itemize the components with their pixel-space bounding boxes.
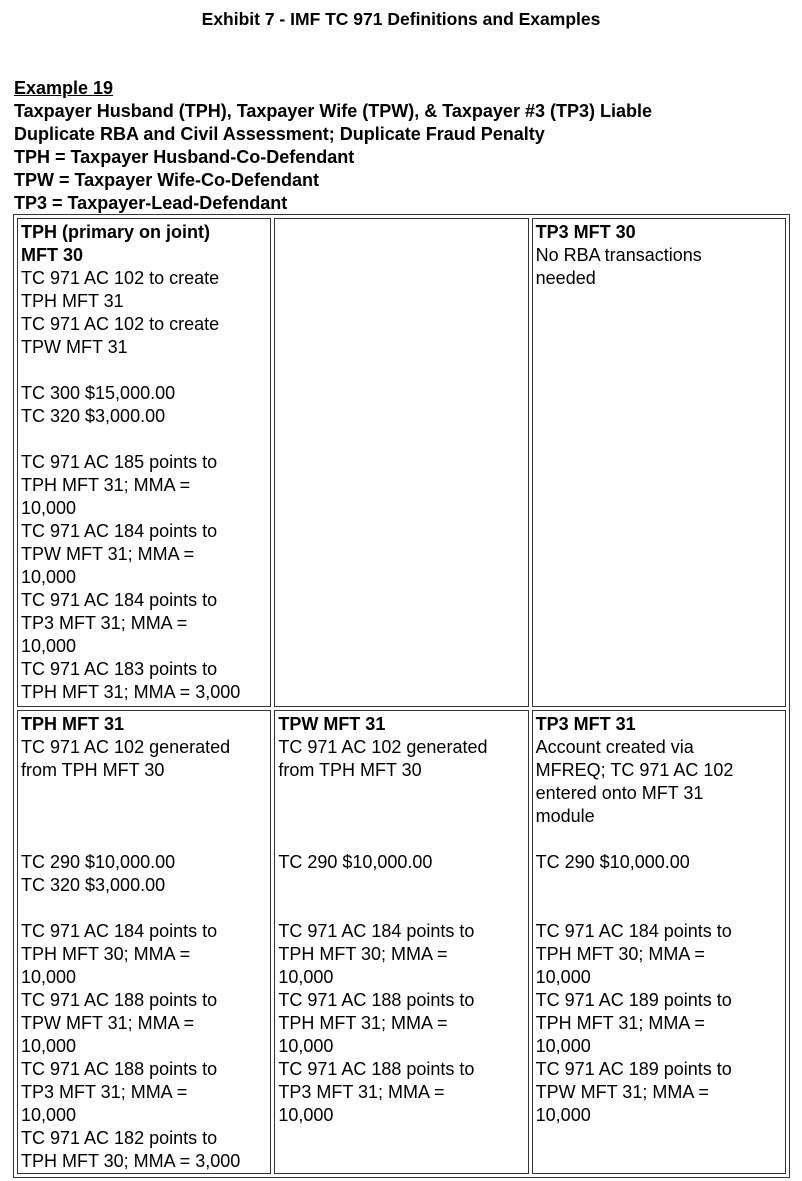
cell-line: TPH MFT 30; MMA = bbox=[21, 944, 191, 964]
cell-line: TC 971 AC 102 to create bbox=[21, 314, 220, 334]
cell-line: TC 300 $15,000.00 bbox=[21, 383, 176, 403]
cell-line bbox=[278, 897, 524, 920]
table-cell bbox=[274, 710, 528, 1174]
cell-line bbox=[536, 874, 782, 897]
cell-line: TC 971 AC 188 points to bbox=[21, 1059, 218, 1079]
example-number: Example 19 bbox=[14, 78, 114, 98]
cell-line: TPH MFT 30; MMA = 3,000 bbox=[21, 1151, 241, 1171]
cell-line: 10,000 bbox=[21, 1036, 77, 1056]
cell-line: TPH MFT 31; MMA = bbox=[278, 1013, 448, 1033]
table-row bbox=[17, 710, 786, 1174]
cell-line: 10,000 bbox=[535, 1036, 591, 1056]
cell-line: TPW MFT 31; MMA = bbox=[535, 1082, 709, 1102]
cell-line: TC 290 $10,000.00 bbox=[278, 852, 433, 872]
cell-line: TPW MFT 31 bbox=[21, 337, 128, 357]
cell-line: TC 971 AC 102 generated bbox=[278, 737, 488, 757]
heading-line: Taxpayer Husband (TPH), Taxpayer Wife (TPW), & Taxpayer #3 (TP3) Liable bbox=[14, 101, 652, 121]
cell-line: 10,000 bbox=[21, 1105, 77, 1125]
cell-line: TC 320 $3,000.00 bbox=[21, 406, 166, 426]
cell-line bbox=[536, 828, 782, 851]
cell-line: No RBA transactions bbox=[535, 245, 702, 265]
cell-line: TC 971 AC 102 generated bbox=[21, 737, 231, 757]
cell-heading: TPH MFT 31 bbox=[21, 714, 125, 734]
cell-line bbox=[21, 805, 267, 828]
cell-line: TC 320 $3,000.00 bbox=[21, 875, 166, 895]
cell-line: TPH MFT 31; MMA = bbox=[21, 475, 191, 495]
cell-line: 10,000 bbox=[21, 967, 77, 987]
cell-line: TC 971 AC 184 points to bbox=[535, 921, 732, 941]
cell-line: 10,000 bbox=[21, 498, 77, 518]
table-cell bbox=[532, 218, 786, 707]
cell-line: MFREQ; TC 971 AC 102 bbox=[535, 760, 734, 780]
cell-line bbox=[278, 805, 524, 828]
cell-line: 10,000 bbox=[21, 636, 77, 656]
table-cell bbox=[17, 710, 271, 1174]
cell-line: TP3 MFT 31; MMA = bbox=[21, 1082, 188, 1102]
cell-line: TPH MFT 30; MMA = bbox=[278, 944, 448, 964]
cell-line: entered onto MFT 31 bbox=[535, 783, 704, 803]
cell-heading: TPH (primary on joint) bbox=[21, 222, 210, 242]
cell-line: TC 971 AC 183 points to bbox=[21, 659, 218, 679]
cell-line: TPH MFT 31; MMA = 3,000 bbox=[21, 682, 241, 702]
heading-line: TPW = Taxpayer Wife-Co-Defendant bbox=[14, 170, 320, 190]
cell-line bbox=[278, 782, 524, 805]
page-title: Exhibit 7 - IMF TC 971 Definitions and Examples bbox=[201, 9, 601, 29]
example-heading bbox=[14, 77, 652, 215]
table-cell bbox=[274, 218, 528, 707]
cell-line: TC 971 AC 102 to create bbox=[21, 268, 220, 288]
cell-line: TC 971 AC 184 points to bbox=[278, 921, 475, 941]
cell-line: TPH MFT 31; MMA = bbox=[535, 1013, 705, 1033]
cell-line bbox=[536, 897, 782, 920]
cell-line: TC 971 AC 189 points to bbox=[535, 1059, 732, 1079]
cell-line: TC 971 AC 188 points to bbox=[278, 1059, 475, 1079]
cell-line: Account created via bbox=[535, 737, 694, 757]
cell-line: module bbox=[535, 806, 595, 826]
cell-line: 10,000 bbox=[21, 567, 77, 587]
cell-line: 10,000 bbox=[278, 967, 334, 987]
table-cell bbox=[532, 710, 786, 1174]
cell-line: TPH MFT 31 bbox=[21, 291, 124, 311]
table-cell bbox=[17, 218, 271, 707]
cell-line: TPW MFT 31; MMA = bbox=[21, 544, 195, 564]
heading-line: TP3 = Taxpayer-Lead-Defendant bbox=[14, 193, 288, 213]
cell-line: 10,000 bbox=[278, 1036, 334, 1056]
cell-line: TC 971 AC 184 points to bbox=[21, 590, 218, 610]
cell-heading: TPW MFT 31 bbox=[278, 714, 386, 734]
cell-line: TC 971 AC 188 points to bbox=[21, 990, 218, 1010]
cell-line bbox=[278, 874, 524, 897]
cell-line: TC 971 AC 184 points to bbox=[21, 521, 218, 541]
cell-line: TC 971 AC 189 points to bbox=[535, 990, 732, 1010]
table-row bbox=[17, 218, 786, 707]
cell-line: 10,000 bbox=[278, 1105, 334, 1125]
cell-line: needed bbox=[535, 268, 596, 288]
cell-heading: TP3 MFT 31 bbox=[535, 714, 636, 734]
heading-line: TPH = Taxpayer Husband-Co-Defendant bbox=[14, 147, 355, 167]
cell-line: TC 971 AC 182 points to bbox=[21, 1128, 218, 1148]
cell-line: from TPH MFT 30 bbox=[21, 760, 165, 780]
cell-line bbox=[21, 359, 267, 382]
cell-line: TPW MFT 31; MMA = bbox=[21, 1013, 195, 1033]
cell-line bbox=[278, 828, 524, 851]
cell-line: TC 971 AC 185 points to bbox=[21, 452, 218, 472]
cell-heading: TP3 MFT 30 bbox=[535, 222, 636, 242]
cell-heading: MFT 30 bbox=[21, 245, 84, 265]
heading-line: Duplicate RBA and Civil Assessment; Duplicate Fraud Penalty bbox=[14, 124, 545, 144]
cell-line: 10,000 bbox=[535, 1105, 591, 1125]
cell-line bbox=[21, 428, 267, 451]
cell-line: TC 290 $10,000.00 bbox=[21, 852, 176, 872]
cell-line bbox=[21, 828, 267, 851]
cell-line: TC 971 AC 188 points to bbox=[278, 990, 475, 1010]
cell-line: TPH MFT 30; MMA = bbox=[535, 944, 705, 964]
cell-line: TP3 MFT 31; MMA = bbox=[278, 1082, 445, 1102]
cell-line: TC 971 AC 184 points to bbox=[21, 921, 218, 941]
cell-line: TC 290 $10,000.00 bbox=[535, 852, 690, 872]
cell-line: from TPH MFT 30 bbox=[278, 760, 422, 780]
cell-line bbox=[21, 782, 267, 805]
cell-line: TP3 MFT 31; MMA = bbox=[21, 613, 188, 633]
example-table bbox=[13, 214, 790, 1178]
cell-line: 10,000 bbox=[535, 967, 591, 987]
cell-line bbox=[21, 897, 267, 920]
